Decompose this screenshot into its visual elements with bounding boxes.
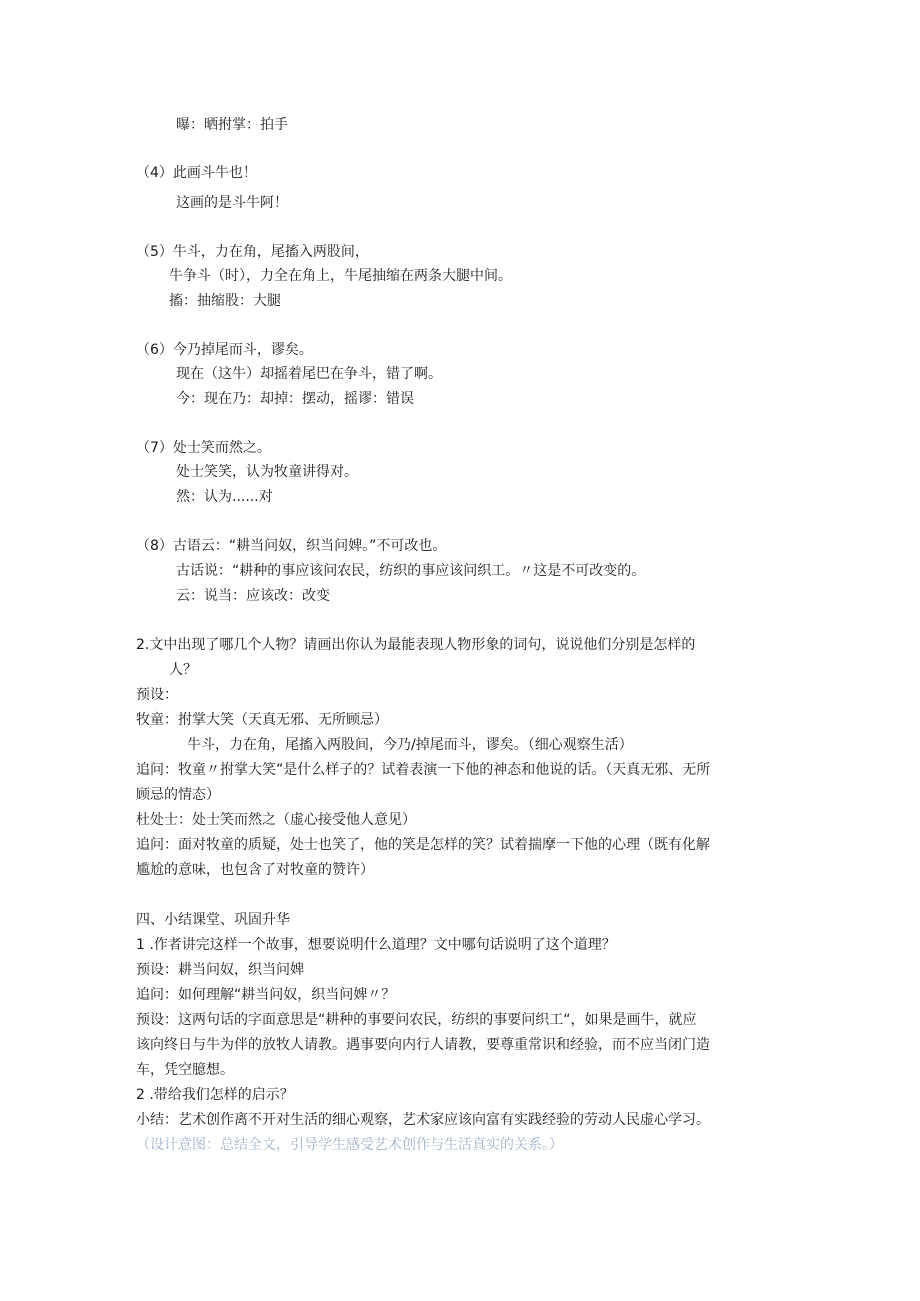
- sentence-line: （5）牛斗，力在角，尾搐入两股间，: [136, 244, 369, 260]
- body-line: 尴尬的意味，也包含了对牧童的赞许）: [136, 862, 374, 878]
- sentence-line: （7）处士笑而然之。: [136, 440, 271, 456]
- question-line: 2 .带给我们怎样的启示？: [136, 1087, 294, 1103]
- body-line: 顾忌的情态）: [136, 787, 220, 803]
- body-line: 该向终日与牛为伴的放牧人请教。遇事要向内行人请教，要尊重常识和经验，而不应当闭门造: [136, 1037, 710, 1053]
- body-line: 牛斗，力在角，尾搐入两股间，今乃/掉尾而斗，谬矣。（细心观察生活）: [187, 737, 633, 753]
- body-line: 牧童：拊掌大笑（天真无邪、无所顾忌）: [136, 712, 388, 728]
- question-line: 人？: [169, 662, 197, 678]
- translation-line: 现在（这牛）却摇着尾巴在争斗，错了啊。: [176, 366, 442, 382]
- sentence-line: （4）此画斗牛也！: [136, 165, 257, 181]
- translation-line: 这画的是斗牛阿！: [176, 195, 288, 211]
- body-line: 追问：牧童〃拊掌大笑”是什么样子的？试着表演一下他的神态和他说的话。（天真无邪、无所: [136, 762, 711, 778]
- annotation-line: 云：说当：应该改：改变: [176, 588, 330, 604]
- body-line: 预设：耕当问奴，织当问婢: [136, 962, 304, 978]
- body-line: 杜处士：处士笑而然之（虚心接受他人意见）: [136, 812, 416, 828]
- section-heading: 四、小结课堂、巩固升华: [136, 912, 290, 928]
- preset-label: 预设：: [136, 687, 178, 703]
- translation-line: 古话说：“耕种的事应该问农民，纺织的事应该问织工。〃这是不可改变的。: [176, 563, 646, 579]
- body-line: 追问：面对牧童的质疑，处士也笑了，他的笑是怎样的笑？试着揣摩一下他的心理（既有化解: [136, 837, 710, 853]
- question-line: 1 .作者讲完这样一个故事，想要说明什么道理？文中哪句话说明了这个道理？: [136, 937, 616, 953]
- body-line: 车，凭空臆想。: [136, 1062, 234, 1078]
- question-line: 2.文中出现了哪几个人物？请画出你认为最能表现人物形象的词句，说说他们分别是怎样的: [136, 637, 696, 653]
- annotation-line: 今：现在乃：却掉：摆动，摇谬：错误: [176, 391, 414, 407]
- body-line: 预设：这两句话的字面意思是“耕种的事要问农民，纺织的事要问织工“，如果是画牛，就应: [136, 1012, 697, 1028]
- summary-line: 小结：艺术创作离不开对生活的细心观察，艺术家应该向富有实践经验的劳动人民虚心学习。: [136, 1112, 710, 1128]
- translation-line: 处士笑笑，认为牧童讲得对。: [176, 464, 358, 480]
- sentence-line: （8）古语云：“耕当问奴，织当问婢。”不可改也。: [136, 538, 447, 554]
- translation-line: 牛争斗（时），力全在角上，牛尾抽缩在两条大腿中间。: [169, 268, 512, 284]
- annotation-line: 搐：抽缩股：大腿: [169, 293, 281, 309]
- annotation-line: 曝：晒拊掌：拍手: [176, 117, 288, 133]
- annotation-line: 然：认为......对: [176, 489, 273, 505]
- sentence-line: （6）今乃掉尾而斗，谬矣。: [136, 342, 313, 358]
- body-line: 追问：如何理解“耕当问奴，织当问婢〃？: [136, 987, 396, 1003]
- design-intent-note: （设计意图：总结全文，引导学生感受艺术创作与生活真实的关系。）: [136, 1137, 563, 1153]
